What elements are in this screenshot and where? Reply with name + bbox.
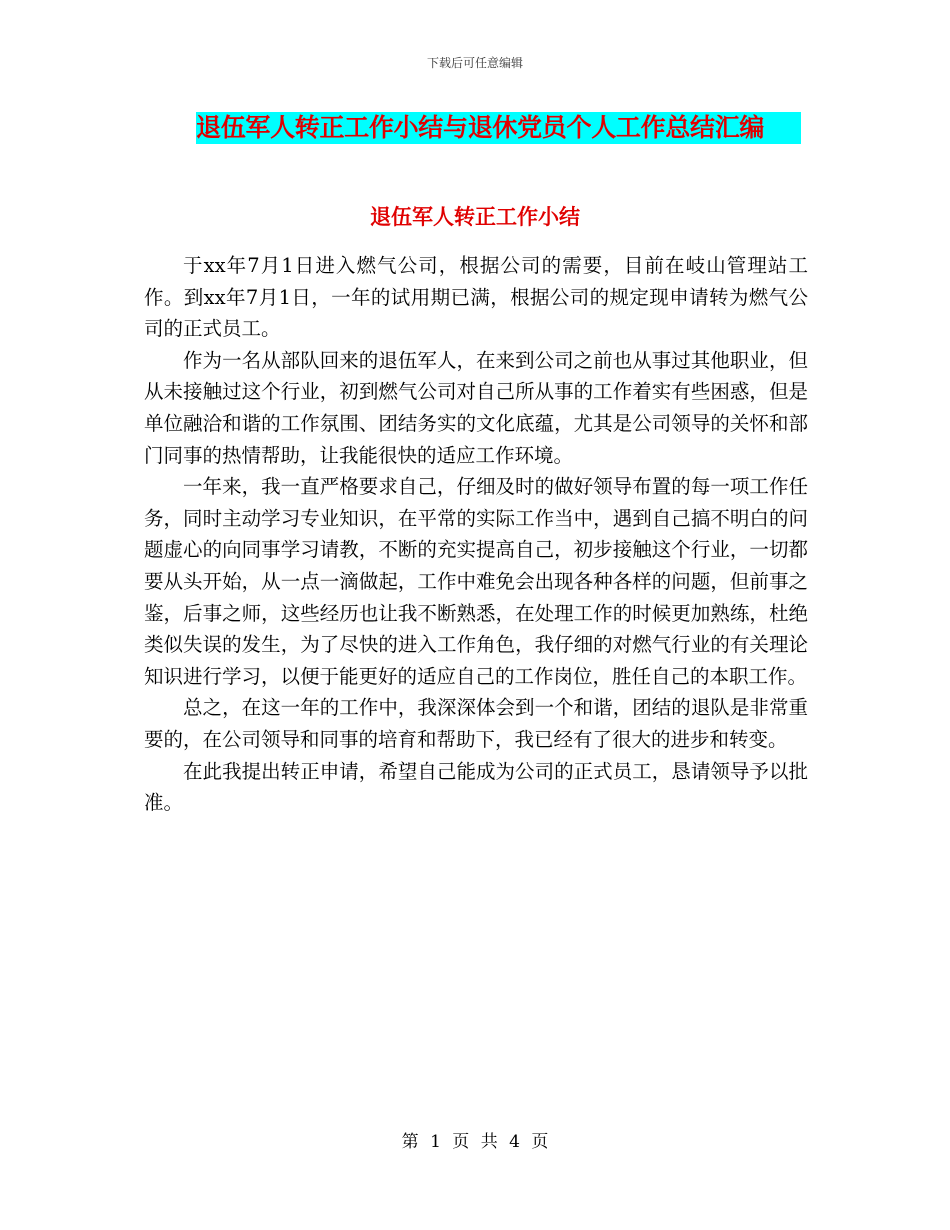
header-note: 下载后可任意编辑 [426,56,523,70]
section-title: 退伍军人转正工作小结 [370,204,580,229]
paragraph: 总之，在这一年的工作中，我深深体会到一个和谐，团结的退队是非常重要的，在公司领导和同事的培育和帮助下，我已经有了很大的进步和转变。 [144,696,808,751]
main-title: 退伍军人转正工作小结与退休党员个人工作总结汇编 [196,112,801,144]
paragraph: 在此我提出转正申请，希望自己能成为公司的正式员工，恳请领导予以批准。 [144,759,808,815]
paragraph: 一年来，我一直严格要求自己，仔细及时的做好领导布置的每一项工作任务，同时主动学习专业知识，在平常的实际工作当中，遇到自己搞不明白的问题虚心的向同事学习请教，不断的充实提高自己，初步接触这个行业，一切都要从头开始，从一点一滴做起，工作中难免会出现各种各样的问题，但前事之鉴，后事之师，这些经历也让我不断熟悉，在处理工作的时候更加熟练，杜绝类似失误的发生，为了尽快的进入工作角色，我仔细的对燃气行业的有关理论知识进行学习，以便于能更好的适应自己的工作岗位，胜任自己的本职工作。 [144,475,808,688]
paragraph: 于xx年7月1日进入燃气公司，根据公司的需要，目前在岐山管理站工作。到xx年7月1日，一年的试用期已满，根据公司的规定现申请转为燃气公司的正式员工。 [144,254,808,341]
body-text [144,250,808,819]
paragraph: 作为一名从部队回来的退伍军人，在来到公司之前也从事过其他职业，但从未接触过这个行业，初到燃气公司对自己所从事的工作着实有些困惑，但是单位融洽和谐的工作氛围、团结务实的文化底蕴，尤其是公司领导的关怀和部门同事的热情帮助，让我能很快的适应工作环境。 [144,348,808,467]
page-footer: 第 1 页 共 4 页 [401,1132,549,1152]
